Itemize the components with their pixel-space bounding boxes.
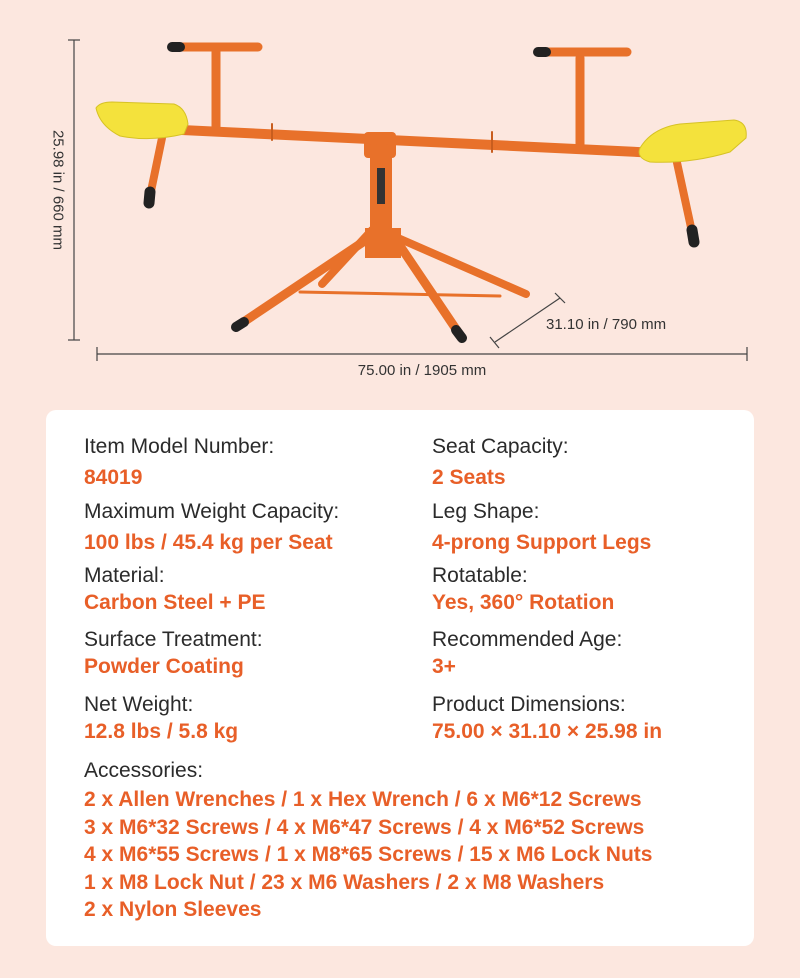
seesaw-frame [140, 47, 694, 338]
width-dimension-label: 75.00 in / 1905 mm [357, 362, 487, 379]
dimension-lines [68, 40, 747, 361]
accessory-line: 2 x Allen Wrenches / 1 x Hex Wrench / 6 x M6*12 Screws [84, 788, 642, 811]
seesaw-illustration [0, 0, 800, 400]
spec-value: 12.8 lbs / 5.8 kg [84, 720, 239, 743]
spec-label: Rotatable: [432, 564, 528, 587]
spec-label: Leg Shape: [432, 500, 540, 523]
spec-label: Maximum Weight Capacity: [84, 500, 340, 523]
spec-recommended-age [432, 627, 622, 681]
spec-label: Seat Capacity: [432, 435, 569, 458]
spec-value: 3+ [432, 655, 456, 678]
spec-label: Material: [84, 564, 165, 587]
spec-leg-shape [432, 499, 651, 557]
accessory-line: 1 x M8 Lock Nut / 23 x M6 Washers / 2 x M8 Washers [84, 870, 605, 894]
product-figure [0, 0, 800, 400]
spec-accessories [84, 758, 652, 924]
spec-label: Accessories: [84, 759, 204, 782]
spec-label: Surface Treatment: [84, 628, 263, 651]
spec-seat-capacity [432, 434, 569, 492]
spec-label: Recommended Age: [432, 628, 623, 651]
accessory-line: 3 x M6*32 Screws / 4 x M6*47 Screws / 4 x M6*52 Screws [84, 815, 645, 839]
spec-label: Item Model Number: [84, 435, 275, 458]
spec-value: 2 Seats [432, 466, 506, 489]
left-seat [96, 102, 188, 139]
spec-value: 75.00 × 31.10 × 25.98 in [432, 720, 663, 743]
spec-value: Carbon Steel + PE [84, 591, 266, 614]
spec-label: Product Dimensions: [432, 693, 626, 716]
spec-max-weight [84, 499, 339, 557]
accessory-line: 2 x Nylon Sleeves [84, 898, 262, 921]
spec-value: Yes, 360° Rotation [432, 591, 615, 614]
spec-rotatable [432, 563, 614, 617]
right-seat [639, 120, 746, 162]
spec-material [84, 563, 265, 617]
spec-value: Powder Coating [84, 655, 244, 678]
spec-surface-treatment [84, 627, 263, 681]
spec-value: 84019 [84, 466, 143, 489]
spec-label: Net Weight: [84, 693, 194, 716]
depth-dimension-label: 31.10 in / 790 mm [546, 316, 667, 333]
spec-model-number [84, 434, 274, 492]
spec-product-dimensions [432, 692, 662, 746]
accessory-line: 4 x M6*55 Screws / 1 x M8*65 Screws / 15 x M6 Lock Nuts [84, 843, 653, 866]
spec-card [46, 410, 754, 946]
spec-value: 4-prong Support Legs [432, 531, 652, 554]
height-dimension-label: 25.98 in / 660 mm [49, 129, 67, 251]
spec-net-weight [84, 692, 238, 746]
spec-value: 100 lbs / 45.4 kg per Seat [84, 531, 333, 554]
